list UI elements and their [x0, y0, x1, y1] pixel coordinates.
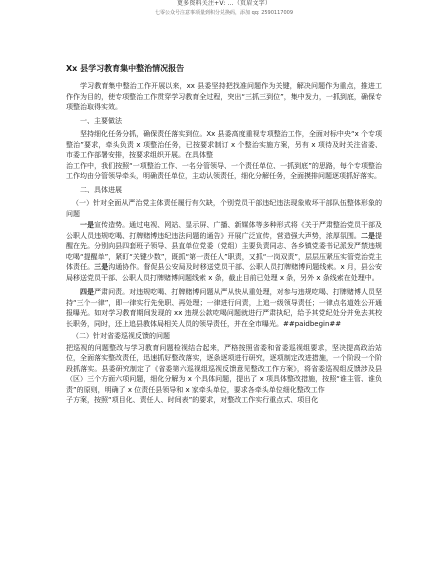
text-accountability: 严肃问责。对违规吃喝、打牌赌博问题从严从快从重处理，对参与违规吃喝、打牌赌博人员坚持“三个一律”，即一律实行先免职、再处理；一律进行问责，上追一级领导责任；一律点名道姓公开通报曝光。如对学习教育期间发现的 xx 违规公款吃喝问题就进行严肃执纪，给予其党纪处分并免去其校长职务，同时，还上追县教体局相关人员的领导责任，并在全市曝光。##paidbegin## [66, 288, 383, 328]
page-header [0, 0, 448, 17]
subheading-party-responsibility: （一）针对全面从严治党主体责任履行有欠缺，个别党员干部违纪违法现象败坏干部队伍整体形象的问题 [66, 199, 382, 218]
keyword-one: 一是 [80, 221, 95, 229]
heading-main-practices: 一、主要做法 [80, 116, 122, 125]
text-publicity: 宣传造势。通过电视、网站、显示屏、广播、新媒体等多种形式将《关于严肃整治党员干部及公职人员违规吃喝、打牌赌博违纪违法问题的通告》开展广泛宣传，营造强大声势，浓厚氛围。 [66, 221, 383, 240]
keyword-four: 四是 [80, 288, 95, 296]
paragraph-practices-continued: 治工作中，我们按照“一项整治工作、一名分管领导、一个责任单位、一抓到底”的思路，每个专项整治工作均由分管领导牵头，明确责任单位，主动认领责任，细化分解任务，全面摸排问题逐项抓好落实。 [66, 161, 382, 180]
subheading-inspection-feedback: （二）针对省委巡视反馈的问题 [72, 332, 170, 340]
keyword-two: 二是 [360, 231, 375, 240]
document-body [66, 81, 382, 406]
paragraph-inspection: 把巡视的问题整改与学习教育问题检视结合起来，严格按照省委和省委巡视组要求，坚决提高政治站位，全面落实整改责任，迅速抓好整改落实，逐条逐项进行研究，逐项制定改进措施，一个阶段一个阶段抓落实。县委研究制定了《省委第六巡视组巡视反馈意见整改工作方案》，将省委巡视组反馈涉及县（区）三个方面六项问题，细化分解为 x 个具体问题，提出了 x 项具体整改措施，按照“谁主管、谁负责”的原则，明确了 x 位责任县领导和 x 家牵头单位，要求各牵头单位细化整改工作 [66, 343, 382, 394]
keyword-three: 三是 [94, 263, 109, 271]
text-coordination: 沟通协作。督促县公安局及时移送党员干部、公职人员打牌赌博问题线索。x 月，县公安局移送党员干部、公职人员打牌赌博问题线索 x 条，截止目前已处理 x 条，另外 x 条线索在处理中。 [66, 263, 383, 282]
paragraph-intro: 学习教育集中整治工作开展以来，xx 县委坚持把找准问题作为关键，解决问题作为重点，推进工作作为目的，使专项整治工作贯穿学习教育全过程，突出“三抓三到位”，集中发力，一抓到底，确保专项整治取得实效。 [66, 82, 382, 111]
text-reminder: 提醒在先。分别向县四套班子领导、县直单位党委（党组）主要负责同志、各乡镇党委书记派发严禁违规吃喝“提醒单”，紧盯“关键少数”，既抓“第一责任人”职责，又抓“一岗双责”，层层压紧压实管党治党主体责任。 [66, 231, 383, 271]
paragraph-accountability [66, 287, 382, 329]
header-line-1: 更多资料关注+V: ...（页眉文字） [176, 0, 272, 7]
paragraph-inspection-continued: 子方案，按照“项目化、责任人、时间表”的要求，对整改工作实行重点式、项目化 [66, 396, 319, 404]
document-title: Xx 县学习教育集中整治情况报告 [66, 64, 185, 73]
paragraph-publicity [66, 220, 382, 283]
header-line-2: 七零公众号注意事项量到积分兑换码，添加 qq: 2590117009 [154, 10, 294, 16]
heading-progress: 二、具体进展 [80, 185, 122, 194]
paragraph-practices: 坚持细化任务分抓，确保责任落实到位。Xx 县委高度重视专项整治工作，全面对标中央“x 个专项整治”要求，牵头负责 x 项整治任务，已按要求制订 x 个整治实施方案，另有 x 项待及时关注省委、市委工作部署安排，按要求组织开展。在具体整 [66, 130, 382, 159]
